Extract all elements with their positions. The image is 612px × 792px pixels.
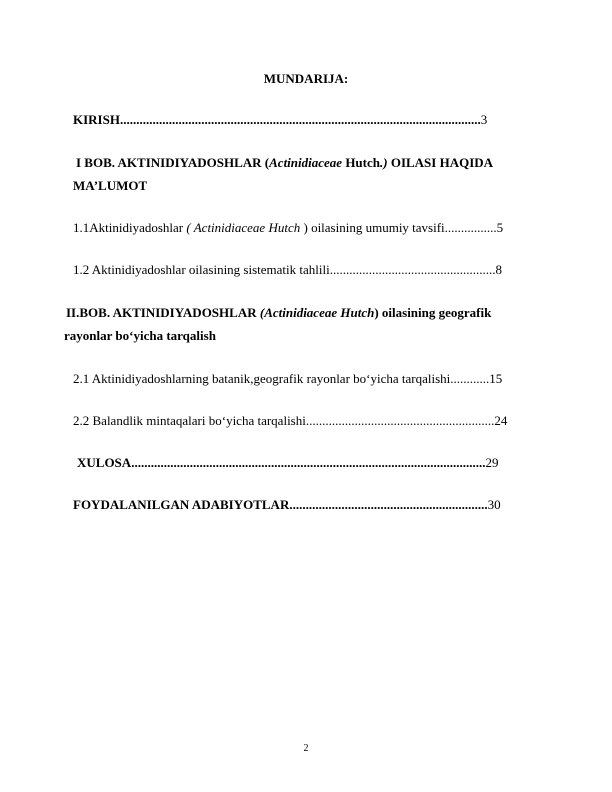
- toc-entry-1-2: [73, 262, 502, 278]
- toc-leader-dots: ............: [450, 371, 490, 386]
- toc-entry-text-italic: Actinidiaceae: [269, 155, 343, 170]
- toc-page-number: 24: [494, 413, 508, 428]
- toc-entry-chapter-2: [66, 305, 491, 321]
- toc-entry-2-1: [73, 371, 502, 387]
- toc-entry-text-italic: .): [379, 155, 388, 170]
- toc-leader-dots: .............................................................................................................: [131, 455, 486, 470]
- toc-entry-text: Hutch: [342, 155, 380, 170]
- toc-entry-text: FOYDALANILGAN ADABIYOTLAR: [73, 497, 290, 512]
- toc-page-number: 15: [489, 371, 503, 386]
- toc-entry-text: ) oilasining umumiy tavsifi: [303, 220, 445, 235]
- toc-page-number: 30: [487, 497, 501, 512]
- toc-entry-text: XULOSA: [77, 455, 132, 470]
- toc-entry-chapter-2-cont: [64, 328, 216, 344]
- toc-entry-1-1: [73, 220, 503, 236]
- toc-entry-text: OILASI HAQIDA: [387, 155, 494, 170]
- toc-entry-references: [73, 497, 501, 513]
- toc-entry-chapter-1-cont: [73, 178, 147, 194]
- toc-entry-kirish: [73, 112, 487, 128]
- toc-leader-dots: ..........................................................: [305, 413, 495, 428]
- toc-leader-dots: ...................................................: [329, 262, 496, 277]
- toc-entry-text-italic: ( Actinidiaceae Hutch: [186, 220, 304, 235]
- toc-entry-text: 1.1Aktinidiyadoshlar: [73, 220, 187, 235]
- toc-leader-dots: ...............................................................................................................: [119, 112, 481, 127]
- toc-entry-text: MA’LUMOT: [73, 178, 148, 193]
- toc-leader-dots: ................: [444, 220, 497, 235]
- toc-entry-text-italic: (Actinidiaceae Hutch: [259, 305, 375, 320]
- toc-page-number: 5: [496, 220, 504, 235]
- toc-entry-text: 2.2 Balandlik mintaqalari bo‘yicha tarqalishi: [73, 413, 306, 428]
- toc-leader-dots: .............................................................: [289, 497, 488, 512]
- toc-entry-text: ) oilasining geografik: [374, 305, 492, 320]
- toc-entry-text: rayonlar bo‘yicha tarqalish: [64, 328, 216, 343]
- page-number: 2: [303, 743, 309, 754]
- toc-entry-xulosa: [77, 455, 498, 471]
- toc-page-number: 29: [485, 455, 499, 470]
- toc-entry-text: 2.1 Aktinidiyadoshlarning batanik,geografik rayonlar bo‘yicha tarqalishi: [73, 371, 451, 386]
- toc-page-number: 8: [495, 262, 502, 277]
- toc-entry-2-2: [73, 413, 507, 429]
- toc-page-number: 3: [480, 112, 488, 127]
- toc-entry-text: KIRISH: [73, 112, 120, 127]
- toc-entry-text: II.BOB. AKTINIDIYADOSHLAR: [66, 305, 260, 320]
- toc-entry-text: 1.2 Aktinidiyadoshlar oilasining sistematik tahlili: [73, 262, 330, 277]
- toc-title: MUNDARIJA:: [263, 71, 349, 86]
- toc-entry-chapter-1: [76, 155, 493, 171]
- toc-entry-text: I BOB. AKTINIDIYADOSHLAR (: [76, 155, 270, 170]
